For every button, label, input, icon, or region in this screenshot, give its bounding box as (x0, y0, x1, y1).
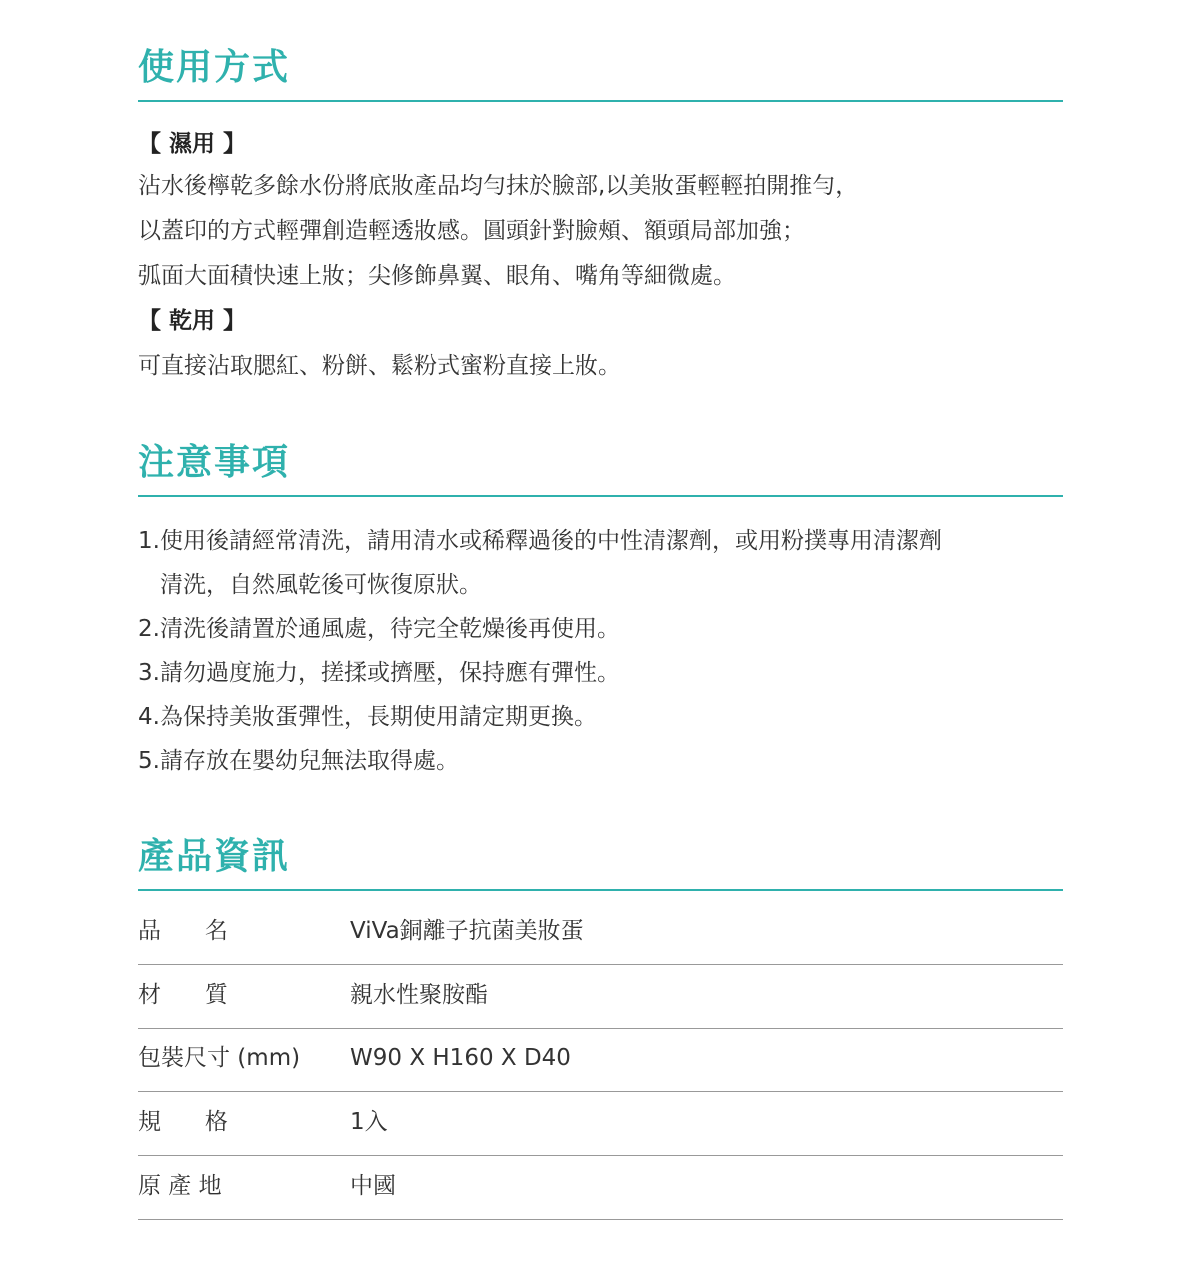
notes-list (138, 497, 1063, 774)
note-item (138, 527, 942, 555)
product-info-title: 產品資訊 (138, 836, 291, 877)
info-value: 中國 (350, 1173, 396, 1199)
product-info-section (138, 835, 1063, 1221)
info-value: 1入 (350, 1109, 388, 1135)
info-label: 原 產 地 (138, 1173, 222, 1199)
usage-title: 使用方式 (138, 47, 291, 88)
info-label: 品 名 (138, 918, 228, 944)
wet-use-line: 以蓋印的方式輕彈創造輕透妝感。圓頭針對臉頰、額頭局部加強； (138, 218, 805, 244)
note-text: 為保持美妝蛋彈性，長期使用請定期更換。 (160, 704, 597, 730)
note-number: 1. (138, 528, 160, 554)
note-number: 4. (138, 704, 160, 730)
info-label: 包裝尺寸 (mm) (138, 1045, 301, 1071)
note-text: 請存放在嬰幼兒無法取得處。 (160, 748, 459, 774)
dry-use-heading: 【 乾用 】 (138, 308, 247, 334)
info-row-spec (138, 1092, 1063, 1156)
note-text: 使用後請經常清洗，請用清水或稀釋過後的中性清潔劑，或用粉撲專用清潔劑 (160, 528, 942, 554)
note-item (138, 703, 597, 731)
info-label: 材 質 (138, 982, 228, 1008)
info-value: ViVa銅離子抗菌美妝蛋 (350, 918, 584, 944)
info-label: 規 格 (138, 1109, 228, 1135)
note-text: 清洗後請置於通風處，待完全乾燥後再使用。 (160, 616, 620, 642)
info-value: 親水性聚胺酯 (350, 982, 488, 1008)
wet-use-line: 弧面大面積快速上妝；尖修飾鼻翼、眼角、嘴角等細微處。 (138, 263, 736, 289)
notes-title: 注意事項 (138, 442, 291, 483)
info-row-package-size (138, 1028, 1063, 1092)
info-row-name (138, 901, 1063, 965)
note-item (138, 747, 459, 775)
note-number: 3. (138, 660, 160, 686)
dry-use-line: 可直接沾取腮紅、粉餅、鬆粉式蜜粉直接上妝。 (138, 353, 621, 379)
note-item-continued (160, 571, 482, 599)
note-number: 2. (138, 616, 160, 642)
note-number: 5. (138, 748, 160, 774)
note-text: 清洗，自然風乾後可恢復原狀。 (160, 572, 482, 598)
wet-use-heading: 【 濕用 】 (138, 131, 247, 157)
info-row-origin (138, 1156, 1063, 1220)
info-value: W90 X H160 X D40 (350, 1045, 571, 1071)
note-text: 請勿過度施力，搓揉或擠壓，保持應有彈性。 (160, 660, 620, 686)
note-item (138, 615, 620, 643)
usage-title-rule (138, 100, 1063, 102)
notes-section (138, 441, 1063, 774)
wet-use-line: 沾水後檸乾多餘水份將底妝產品均勻抹於臉部,以美妝蛋輕輕拍開推勻， (138, 173, 859, 199)
info-row-material (138, 965, 1063, 1029)
note-item (138, 659, 620, 687)
usage-section (138, 46, 1063, 380)
product-info-table (138, 891, 1063, 1221)
